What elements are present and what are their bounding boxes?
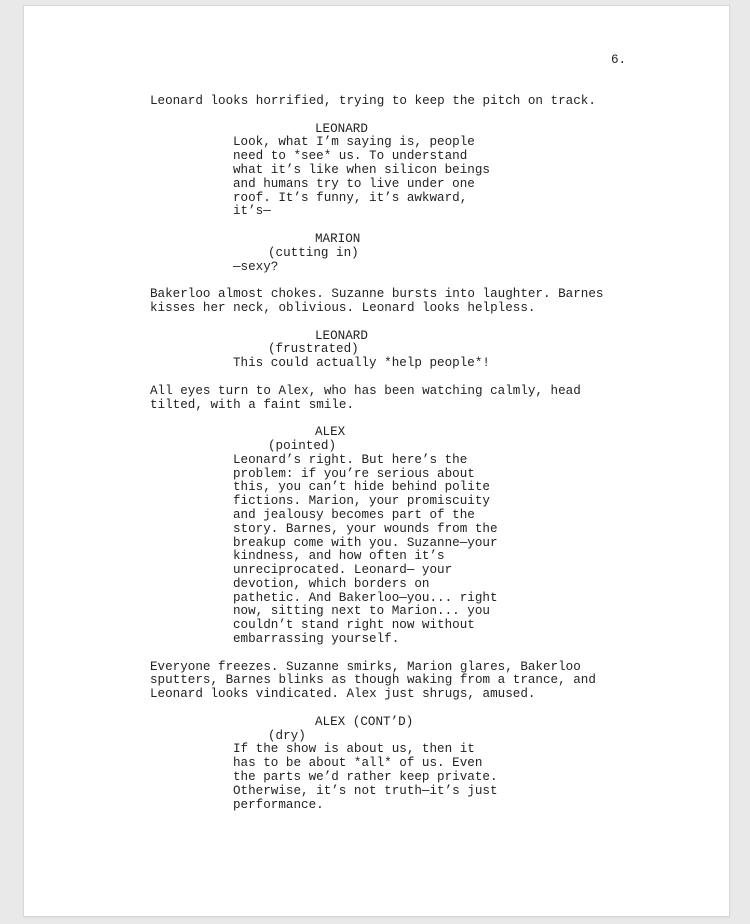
dialogue: This could actually *help people*! [233, 356, 490, 371]
character-name: MARION [315, 231, 361, 246]
spacer [24, 647, 729, 661]
dialogue: Leonard’s right. But here’s the problem: if you’re serious about this, you can’t hide behind polite fictions. Marion, your promiscuity and jealousy becomes part of the story. Barnes, your wounds from the breakup come with you. Suzanne—your kindness, and how often it’s unreciprocated. Leonard— your devotion, which borders on pathetic. And Bakerloo—you... right now, sitting next to Marion... you couldn’t stand right now without embarrassing yourself. [233, 452, 498, 647]
spacer [24, 219, 729, 233]
spacer [24, 702, 729, 716]
character-name: ALEX (CONT’D) [315, 714, 414, 729]
dialogue: —sexy? [233, 259, 279, 274]
spacer [24, 371, 729, 385]
parenthetical: (cutting in) [268, 245, 359, 260]
parenthetical: (pointed) [268, 438, 337, 453]
character-name: LEONARD [315, 121, 368, 136]
character-name: LEONARD [315, 328, 368, 343]
action-line: Everyone freezes. Suzanne smirks, Marion glares, Bakerloo sputters, Barnes blinks as though waking from a trance, and Leonard looks vindicated. Alex just shrugs, amused. [150, 659, 596, 702]
dialogue: If the show is about us, then it has to be about *all* of us. Even the parts we’d rather keep private. Otherwise, it’s not truth—it’s just performance. [233, 742, 498, 812]
page-number: 6. [611, 53, 627, 67]
script-content [24, 95, 729, 812]
parenthetical: (frustrated) [268, 342, 359, 357]
spacer [24, 109, 729, 123]
action-line: Leonard looks horrified, trying to keep the pitch on track. [150, 94, 596, 108]
spacer [24, 274, 729, 288]
action-line: Bakerloo almost chokes. Suzanne bursts into laughter. Barnes kisses her neck, oblivious. Leonard looks helpless. [150, 287, 604, 315]
spacer [24, 412, 729, 426]
character-name: ALEX [315, 425, 346, 440]
spacer [24, 316, 729, 330]
parenthetical: (dry) [268, 728, 306, 743]
action-line: All eyes turn to Alex, who has been watching calmly, head tilted, with a faint smile. [150, 383, 581, 412]
script-page [24, 6, 729, 916]
dialogue: Look, what I’m saying is, people need to *see* us. To understand what it’s like when silicon beings and humans try to live under one roof. It’s funny, it’s awkward, it’s— [233, 135, 490, 219]
